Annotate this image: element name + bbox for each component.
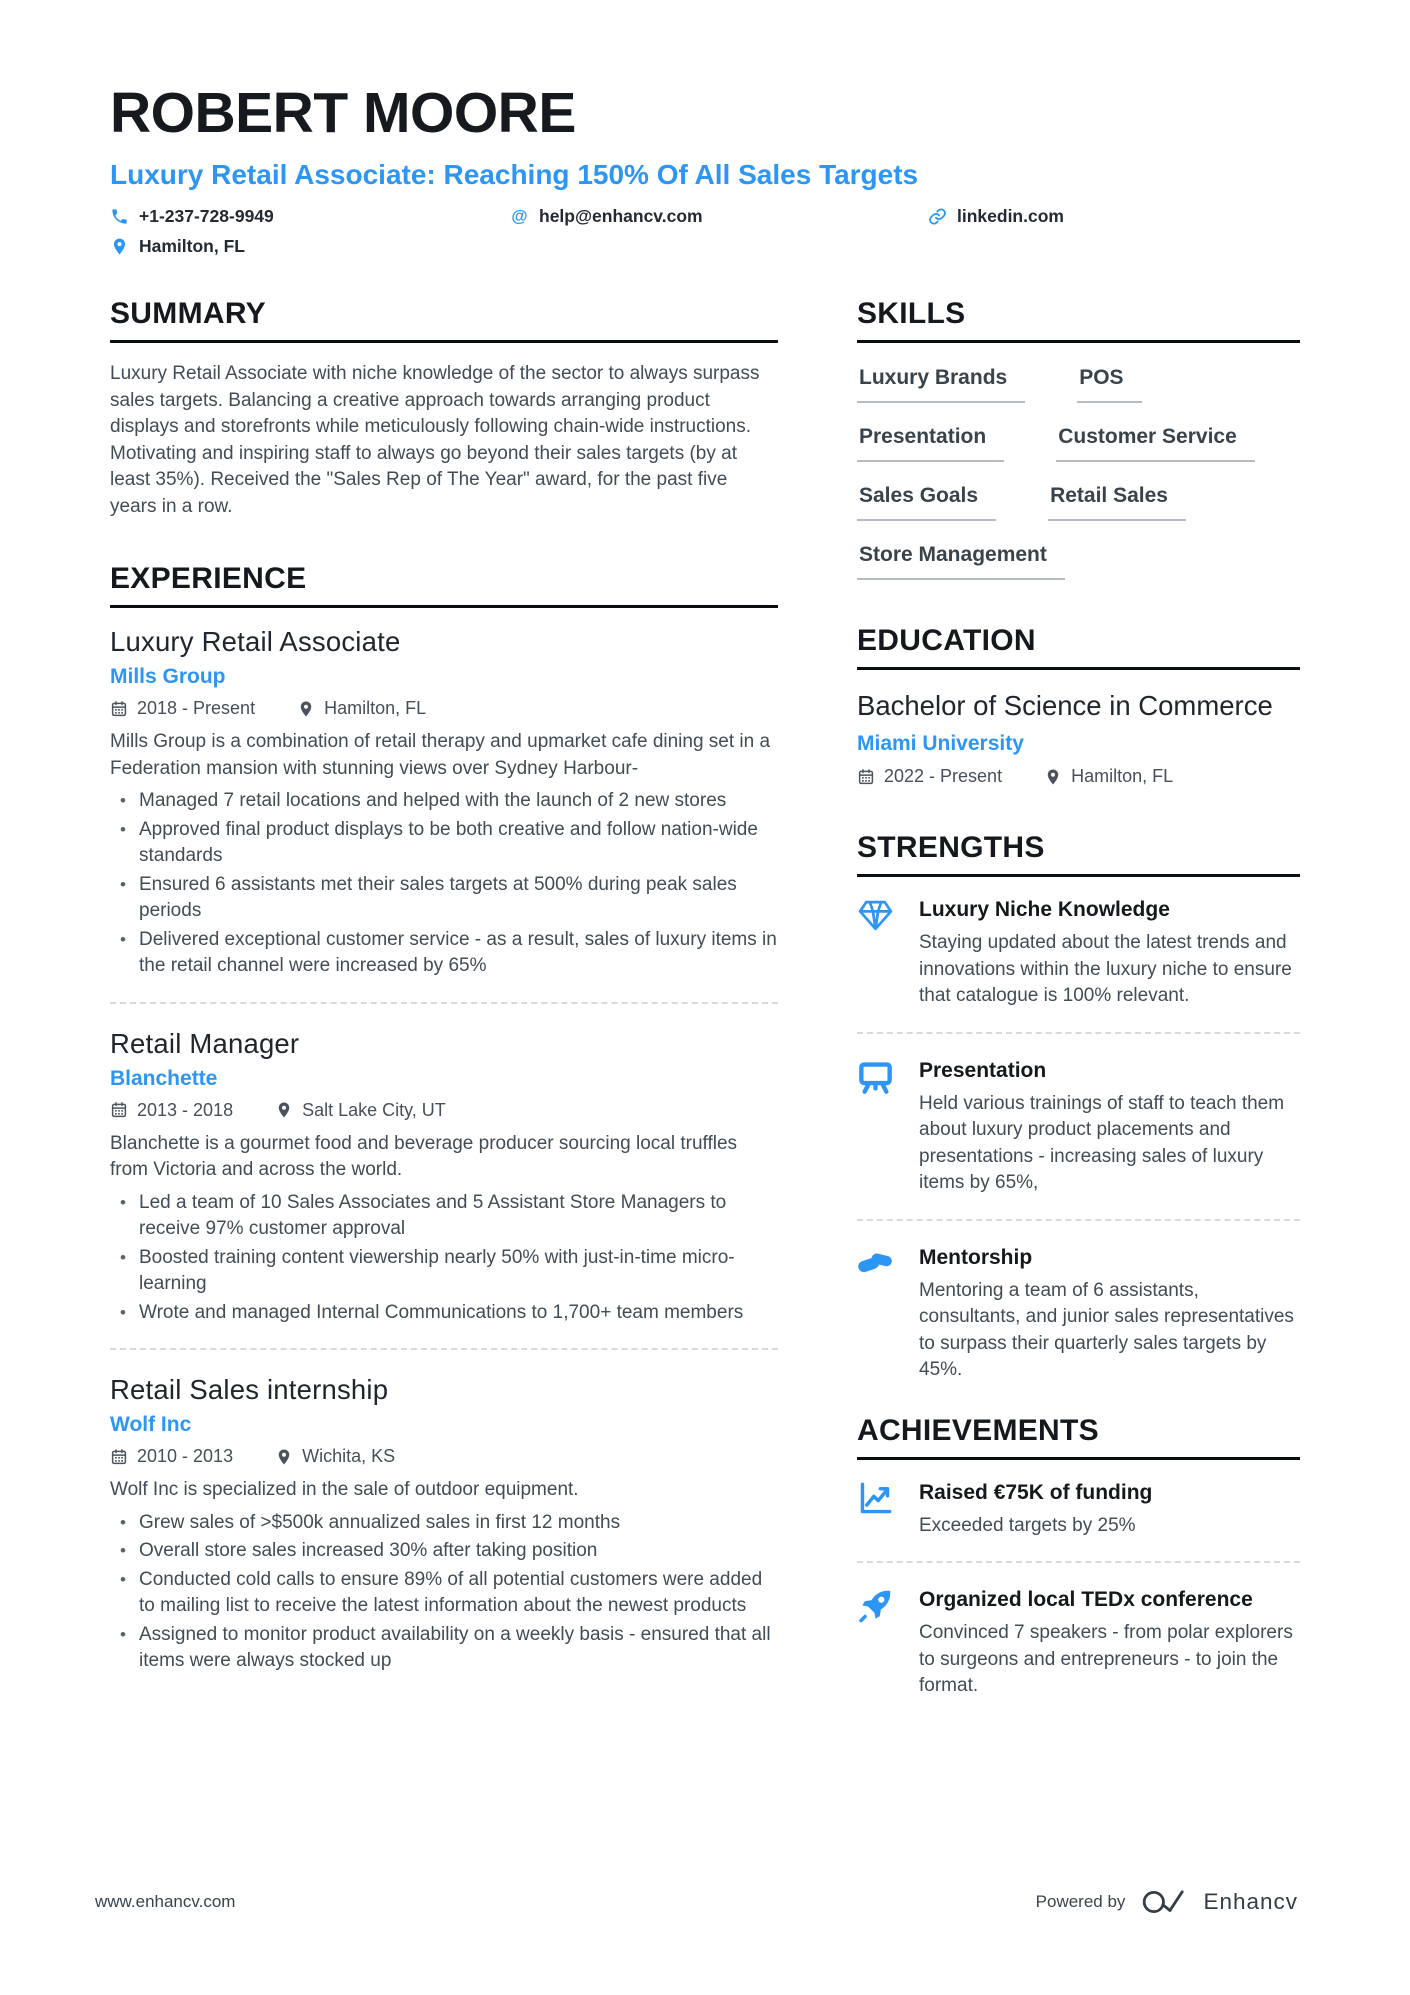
bullet-item: • Led a team of 10 Sales Associates and 5 Assistant Store Managers to receive 97% customer approval bbox=[110, 1190, 778, 1243]
location-pin-icon bbox=[1044, 768, 1062, 786]
degree-title: Bachelor of Science in Commerce bbox=[857, 690, 1273, 722]
job-entry bbox=[110, 1348, 778, 1675]
page-footer bbox=[95, 1887, 1298, 1917]
job-meta bbox=[110, 1446, 778, 1467]
link-icon bbox=[928, 207, 947, 226]
job-location bbox=[297, 698, 426, 719]
dates-text: 2013 - 2018 bbox=[137, 1099, 234, 1120]
skills-list bbox=[857, 361, 1300, 580]
location-text: Salt Lake City, UT bbox=[302, 1099, 446, 1120]
location-text: Hamilton, FL bbox=[1071, 766, 1174, 787]
skills-heading: SKILLS bbox=[857, 297, 1300, 343]
calendar-icon bbox=[110, 1448, 128, 1466]
contact-row bbox=[110, 236, 1300, 257]
education-section bbox=[857, 624, 1300, 787]
job-title: Retail Manager bbox=[110, 1027, 300, 1059]
presentation-icon bbox=[857, 1058, 894, 1095]
skills-section bbox=[857, 297, 1300, 580]
summary-text: Luxury Retail Associate with niche knowledge of the sector to always surpass sales targets. Balancing a creative approach towards arranging product displays and storefronts while meticulously following chain-wide instructions. Motivating and inspiring staff to always go beyond their sales targets (by at least 35%). Received the "Sales Rep of The Year" award, for the past five years in a row. bbox=[110, 363, 760, 517]
contact-link[interactable] bbox=[928, 206, 1300, 227]
job-title: Retail Sales internship bbox=[110, 1374, 389, 1406]
feature-icon-box bbox=[857, 1243, 919, 1384]
feature-item bbox=[857, 1032, 1300, 1197]
feature-icon-box bbox=[857, 895, 919, 1010]
experience-heading: EXPERIENCE bbox=[110, 562, 778, 608]
feature-content bbox=[919, 1585, 1300, 1700]
feature-text: Exceeded targets by 25% bbox=[919, 1514, 1136, 1536]
job-location bbox=[275, 1100, 446, 1121]
email-address[interactable]: help@enhancv.com bbox=[539, 206, 703, 227]
feature-content bbox=[919, 1478, 1152, 1540]
job-dates bbox=[110, 698, 255, 719]
company-name[interactable]: Blanchette bbox=[110, 1066, 218, 1090]
feature-text: Mentoring a team of 6 assistants, consultants, and junior sales representatives to surpass their quarterly sales targets by 45%. bbox=[919, 1279, 1294, 1381]
feature-text: Staying updated about the latest trends and innovations within the luxury niche to ensure that catalogue is 100% relevant. bbox=[919, 932, 1292, 1007]
achievements-section bbox=[857, 1414, 1300, 1700]
location-pin-icon bbox=[110, 237, 129, 256]
skill-tag[interactable]: POS bbox=[1077, 366, 1141, 403]
bullet-item: • Conducted cold calls to ensure 89% of all potential customers were added to mailing list to receive the latest information about the newest products bbox=[110, 1567, 778, 1620]
bullet-item: • Approved final product displays to be both creative and follow nation-wide standards bbox=[110, 817, 778, 870]
calendar-icon bbox=[110, 700, 128, 718]
feature-text: Convinced 7 speakers - from polar explorers to surgeons and entrepreneurs - to join the format. bbox=[919, 1622, 1293, 1697]
experience-section bbox=[110, 562, 778, 1675]
feature-icon-box bbox=[857, 1585, 919, 1700]
education-dates bbox=[857, 766, 1002, 787]
powered-by-label: Powered by bbox=[1035, 1892, 1126, 1911]
job-meta bbox=[110, 1100, 778, 1121]
company-description: Wolf Inc is specialized in the sale of outdoor equipment. bbox=[110, 1479, 579, 1501]
powered-by-group[interactable] bbox=[1036, 1887, 1298, 1917]
feature-content bbox=[919, 895, 1300, 1010]
chart-icon bbox=[857, 1480, 894, 1517]
company-name[interactable]: Wolf Inc bbox=[110, 1413, 192, 1437]
skill-tag[interactable]: Retail Sales bbox=[1048, 484, 1186, 521]
strengths-list bbox=[857, 895, 1300, 1384]
feature-item bbox=[857, 1561, 1300, 1700]
brand-name: Enhancv bbox=[1203, 1889, 1298, 1914]
location-pin-icon bbox=[275, 1448, 293, 1466]
calendar-icon bbox=[110, 1101, 128, 1119]
bullet-item: • Overall store sales increased 30% after taking position bbox=[110, 1538, 778, 1565]
enhancv-logo-icon bbox=[1141, 1887, 1187, 1917]
school-name[interactable]: Miami University bbox=[857, 732, 1024, 756]
dates-text: 2010 - 2013 bbox=[137, 1446, 234, 1467]
resume-header bbox=[110, 81, 1300, 257]
achievements-heading: ACHIEVEMENTS bbox=[857, 1414, 1300, 1460]
feature-title: Mentorship bbox=[919, 1245, 1033, 1269]
contact-phone bbox=[110, 206, 510, 227]
feature-title: Luxury Niche Knowledge bbox=[919, 898, 1170, 922]
diamond-icon bbox=[857, 897, 894, 934]
bullet-item: • Ensured 6 assistants met their sales targets at 500% during peak sales periods bbox=[110, 872, 778, 925]
education-heading: EDUCATION bbox=[857, 624, 1300, 670]
feature-icon-box bbox=[857, 1056, 919, 1197]
achievements-list bbox=[857, 1478, 1300, 1700]
candidate-name: ROBERT MOORE bbox=[110, 81, 576, 145]
feature-title: Presentation bbox=[919, 1058, 1047, 1082]
summary-heading: SUMMARY bbox=[110, 297, 778, 343]
company-name[interactable]: Mills Group bbox=[110, 665, 226, 689]
location-pin-icon bbox=[275, 1101, 293, 1119]
dates-text: 2022 - Present bbox=[884, 766, 1003, 787]
location-text: Hamilton, FL bbox=[324, 698, 427, 719]
contact-email[interactable] bbox=[510, 206, 928, 227]
calendar-icon bbox=[857, 768, 875, 786]
feature-text: Held various trainings of staff to teach them about luxury product placements and presentations - increasing sales of luxury items by 65%, bbox=[919, 1092, 1285, 1194]
company-description: Blanchette is a gourmet food and beverage producer sourcing local truffles from Victoria and across the world. bbox=[110, 1132, 738, 1181]
education-location bbox=[1044, 766, 1173, 787]
skill-tag[interactable]: Store Management bbox=[857, 543, 1065, 580]
bullet-list bbox=[110, 788, 778, 980]
feature-title: Raised €75K of funding bbox=[919, 1480, 1153, 1504]
job-title: Luxury Retail Associate bbox=[110, 626, 401, 658]
at-icon bbox=[510, 207, 529, 226]
link-text[interactable]: linkedin.com bbox=[957, 206, 1064, 227]
rocket-icon bbox=[857, 1587, 894, 1624]
job-dates bbox=[110, 1446, 233, 1467]
right-column bbox=[857, 297, 1300, 1700]
location-text: Hamilton, FL bbox=[139, 236, 245, 257]
contact-location bbox=[110, 236, 1300, 257]
bullet-item: • Wrote and managed Internal Communications to 1,700+ team members bbox=[110, 1300, 778, 1327]
phone-icon bbox=[110, 207, 129, 226]
job-entry bbox=[110, 1002, 778, 1327]
feature-content bbox=[919, 1056, 1300, 1197]
bullet-list bbox=[110, 1190, 778, 1327]
job-meta bbox=[110, 698, 778, 719]
feature-icon-box bbox=[857, 1478, 919, 1540]
education-meta bbox=[857, 766, 1300, 787]
footer-url[interactable]: www.enhancv.com bbox=[95, 1892, 236, 1911]
feature-item bbox=[857, 1478, 1300, 1540]
job-location bbox=[275, 1446, 395, 1467]
bullet-item: • Managed 7 retail locations and helped with the launch of 2 new stores bbox=[110, 788, 778, 815]
feature-item bbox=[857, 1219, 1300, 1384]
summary-section bbox=[110, 297, 778, 520]
company-description: Mills Group is a combination of retail therapy and upmarket cafe dining set in a Federation mansion with stunning views over Sydney Harbour- bbox=[110, 731, 771, 779]
bullet-item: • Assigned to monitor product availability on a weekly basis - ensured that all items were always stocked up bbox=[110, 1622, 778, 1675]
skill-tag[interactable]: Customer Service bbox=[1056, 425, 1255, 462]
skill-tag[interactable]: Presentation bbox=[857, 425, 1004, 462]
bullet-item: • Delivered exceptional customer service - as a result, sales of luxury items in the retail channel were increased by 65% bbox=[110, 927, 778, 980]
bullet-list bbox=[110, 1510, 778, 1675]
mentorship-icon bbox=[857, 1245, 894, 1282]
bullet-item: • Grew sales of >$500k annualized sales in first 12 months bbox=[110, 1510, 778, 1537]
contact-row bbox=[110, 206, 1300, 227]
feature-title: Organized local TEDx conference bbox=[919, 1588, 1253, 1612]
feature-item bbox=[857, 895, 1300, 1010]
bullet-item: • Boosted training content viewership nearly 50% with just-in-time micro-learning bbox=[110, 1245, 778, 1298]
skill-tag[interactable]: Sales Goals bbox=[857, 484, 996, 521]
location-text: Wichita, KS bbox=[302, 1446, 396, 1467]
skill-tag[interactable]: Luxury Brands bbox=[857, 366, 1025, 403]
strengths-section bbox=[857, 831, 1300, 1384]
dates-text: 2018 - Present bbox=[137, 698, 256, 719]
job-dates bbox=[110, 1100, 233, 1121]
job-list bbox=[110, 626, 778, 1675]
phone-number: +1-237-728-9949 bbox=[139, 206, 274, 227]
feature-content bbox=[919, 1243, 1300, 1384]
strengths-heading: STRENGTHS bbox=[857, 831, 1300, 877]
location-pin-icon bbox=[297, 700, 315, 718]
left-column bbox=[110, 297, 778, 1700]
job-entry bbox=[110, 626, 778, 980]
candidate-headline: Luxury Retail Associate: Reaching 150% Of All Sales Targets bbox=[110, 158, 919, 190]
